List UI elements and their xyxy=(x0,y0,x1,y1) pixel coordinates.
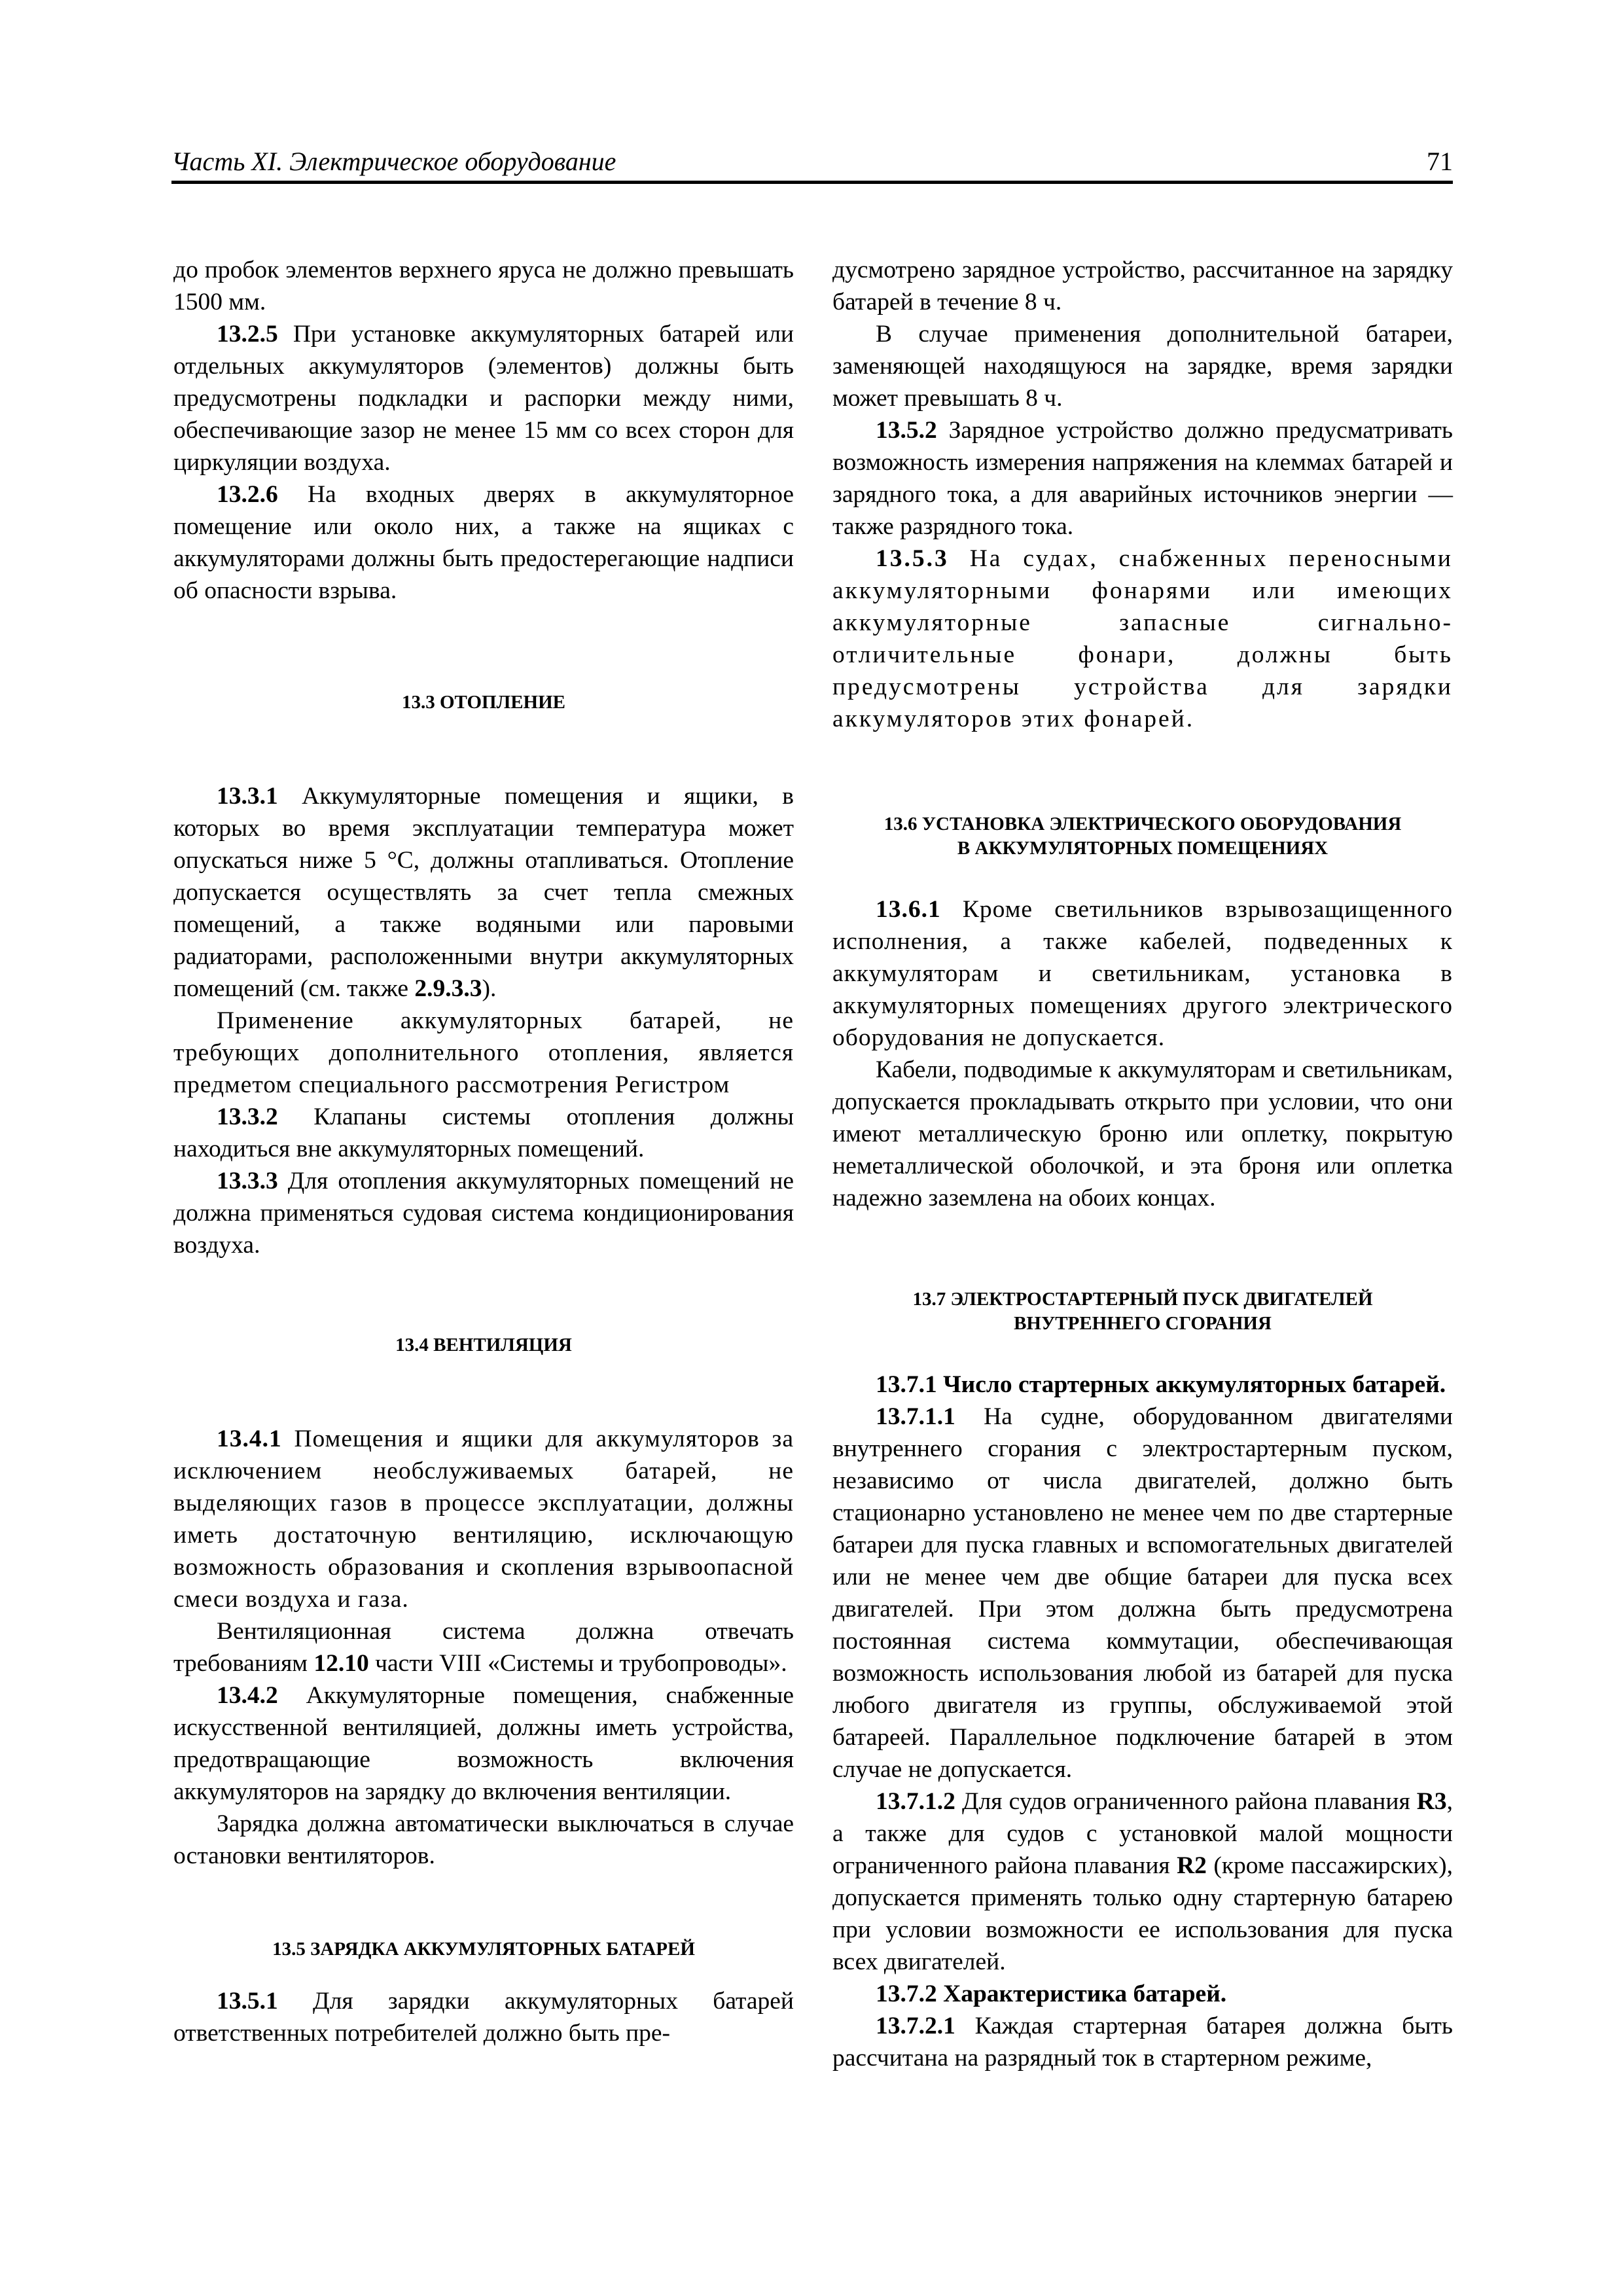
paragraph-text: Кроме светильников взрывозащищенного исполнения, а также кабелей, подведенных к аккумуляторам и светильникам, установка в аккумуляторных помещениях другого электрического оборудования не допускается. xyxy=(832,896,1453,1051)
subsection-title-13-7-2: 13.7.2 Характеристика батарей. xyxy=(876,1981,1227,2007)
paragraph-text: , а также для судов с установкой малой мощности ограниченного района плавания xyxy=(832,1788,1453,1879)
paragraph-13-4-1 xyxy=(173,1423,794,1615)
paragraph-text: Каждая стартерная батарея должна быть рассчитана на разрядный ток в стартерном режиме, xyxy=(832,2013,1453,2072)
section-heading-13-6 xyxy=(832,812,1453,861)
right-column xyxy=(832,254,1453,2074)
paragraph-13-3-1 xyxy=(173,780,794,1005)
heading-line: 13.7 ЭЛЕКТРОСТАРТЕРНЫЙ ПУСК ДВИГАТЕЛЕЙ xyxy=(912,1289,1373,1310)
paragraph xyxy=(173,1615,794,1679)
section-heading-13-4: 13.4 ВЕНТИЛЯЦИЯ xyxy=(395,1335,572,1355)
heading-line: ВНУТРЕННЕГО СГОРАНИЯ xyxy=(1014,1313,1272,1334)
paragraph-text: Зарядное устройство должно предусматривать возможность измерения напряжения на клеммах батарей и зарядного тока, а для аварийных источников энергии — также разрядного тока. xyxy=(832,417,1453,540)
paragraph-text: На судне, оборудованном двигателями внутреннего сгорания с электростартерным пуском, независимо от числа двигателей, должно быть стационарно установлено не менее чем по две стартерные батареи для пуска главных и вспомогательных двигателей или не менее чем две общие батареи для пуска всех двигателей. При этом должна быть предусмотрена постоянная система коммутации, обеспечивающая возможность использования любой из батарей для пуска любого двигателя из группы, обслуживаемой этой батареей. Параллельное подключение батарей в этом случае не допускается. xyxy=(832,1403,1453,1783)
paragraph-text: На входных дверях в аккумуляторное помещение или около них, а также на ящиках с аккумуляторами должны быть предостерегающие надписи об опасности взрыва. xyxy=(173,481,794,604)
paragraph: Зарядка должна автоматически выключаться в случае остановки вентиляторов. xyxy=(173,1810,794,1869)
section-heading-13-7 xyxy=(832,1287,1453,1336)
clause-number: 13.2.6 xyxy=(217,481,278,508)
clause-number: 13.3.1 xyxy=(217,783,278,810)
clause-number: 13.2.5 xyxy=(217,321,278,348)
clause-number: 13.3.2 xyxy=(217,1103,278,1130)
paragraph-13-5-3 xyxy=(832,543,1453,735)
paragraph-text: Клапаны системы отопления должны находиться вне аккумуляторных помещений. xyxy=(173,1103,794,1162)
navigation-area-code: R3 xyxy=(1416,1788,1447,1815)
header-title: Часть XI. Электрическое оборудование xyxy=(171,147,616,176)
clause-number: 13.7.1.1 xyxy=(876,1403,955,1430)
paragraph-13-5-1 xyxy=(173,1985,794,2049)
clause-number: 13.5.3 xyxy=(876,545,949,572)
paragraph: В случае применения дополнительной батареи, заменяющей находящуюся на зарядке, время зарядки может превышать 8 ч. xyxy=(832,321,1453,412)
paragraph-13-2-6 xyxy=(173,478,794,607)
paragraph-text: Для отопления аккумуляторных помещений не должна применяться судовая система кондиционирования воздуха. xyxy=(173,1168,794,1259)
paragraph-13-6-1 xyxy=(832,893,1453,1054)
subsection-title-13-7-1: 13.7.1 Число стартерных аккумуляторных батарей. xyxy=(876,1371,1446,1398)
paragraph-text: части VIII «Системы и трубопроводы». xyxy=(368,1650,787,1677)
clause-number: 13.6.1 xyxy=(876,896,941,923)
clause-number: 13.4.2 xyxy=(217,1682,278,1709)
section-heading-13-3: 13.3 ОТОПЛЕНИЕ xyxy=(401,692,566,713)
running-header xyxy=(171,145,1453,184)
paragraph: дусмотрено зарядное устройство, рассчитанное на зарядку батарей в течение 8 ч. xyxy=(832,257,1453,315)
paragraph-text: Помещения и ящики для аккумуляторов за исключением необслуживаемых батарей, не выделяющих газов в процессе эксплуатации, должны иметь достаточную вентиляцию, исключающую возможность образования и скопления взрывоопасной смеси воздуха и газа. xyxy=(173,1426,794,1613)
paragraph-text: (кроме пассажирских), допускается применять только одну стартерную батарею при условии возможности ее использования для пуска всех двигателей. xyxy=(832,1852,1454,1975)
navigation-area-code: R2 xyxy=(1177,1852,1207,1879)
left-column xyxy=(173,254,794,2049)
paragraph-text: На судах, снабженных переносными аккумуляторными фонарями или имеющих аккумуляторные запасные сигнально-отличительные фонари, должны быть предусмотрены устройства для зарядки аккумуляторов этих фонарей. xyxy=(832,545,1453,732)
clause-number: 13.5.2 xyxy=(876,417,937,444)
cross-reference: 2.9.3.3 xyxy=(414,975,482,1002)
paragraph-text: Вентиляционная система должна отвечать требованиям xyxy=(173,1618,794,1677)
clause-number: 13.4.1 xyxy=(217,1426,282,1452)
paragraph-13-7-1-1 xyxy=(832,1401,1453,1785)
clause-number: 13.3.3 xyxy=(217,1168,278,1194)
paragraph: Кабели, подводимые к аккумуляторам и светильникам, допускается прокладывать открыто при условии, что они имеют металлическую броню или оплетку, покрытую неметаллической оболочкой, и эта броня или оплетка надежно заземлена на обоих концах. xyxy=(832,1056,1453,1211)
paragraph-text: Аккумуляторные помещения и ящики, в которых во время эксплуатации температура может опускаться ниже 5 °С, должны отапливаться. Отопление допускается осуществлять за счет тепла смежных помещений, а также водяными или паровыми радиаторами, расположенными внутри аккумуляторных помещений (см. также xyxy=(173,783,794,1002)
clause-number: 13.5.1 xyxy=(217,1988,278,2015)
cross-reference: 12.10 xyxy=(313,1650,369,1677)
clause-number: 13.7.2.1 xyxy=(876,2013,955,2039)
heading-line: 13.6 УСТАНОВКА ЭЛЕКТРИЧЕСКОГО ОБОРУДОВАНИЯ xyxy=(883,814,1402,834)
heading-line: В АККУМУЛЯТОРНЫХ ПОМЕЩЕНИЯХ xyxy=(957,838,1329,859)
paragraph-13-7-2-1 xyxy=(832,2010,1453,2074)
paragraph-13-4-2 xyxy=(173,1679,794,1808)
section-heading-13-5: 13.5 ЗАРЯДКА АККУМУЛЯТОРНЫХ БАТАРЕЙ xyxy=(272,1939,695,1960)
paragraph-13-3-2 xyxy=(173,1101,794,1165)
paragraph: до пробок элементов верхнего яруса не должно превышать 1500 мм. xyxy=(173,257,794,315)
page-number: 71 xyxy=(1427,147,1453,176)
paragraph-text: Для зарядки аккумуляторных батарей ответственных потребителей должно быть пре- xyxy=(173,1988,794,2047)
paragraph-13-5-2 xyxy=(832,414,1453,543)
clause-number: 13.7.1.2 xyxy=(876,1788,955,1815)
paragraph-text: При установке аккумуляторных батарей или отдельных аккумуляторов (элементов) должны быть предусмотрены подкладки и распорки между ними, обеспечивающие зазор не менее 15 мм со всех сторон для циркуляции воздуха. xyxy=(173,321,794,476)
paragraph-13-7-1-2 xyxy=(832,1785,1453,1978)
paragraph-text: Для судов ограниченного района плавания xyxy=(955,1788,1417,1815)
paragraph-text: Аккумуляторные помещения, снабженные искусственной вентиляцией, должны иметь устройства, предотвращающие возможность включения аккумуляторов на зарядку до включения вентиляции. xyxy=(173,1682,794,1805)
paragraph-13-3-3 xyxy=(173,1165,794,1261)
paragraph-13-2-5 xyxy=(173,318,794,478)
paragraph-text: ). xyxy=(482,975,497,1002)
paragraph: Применение аккумуляторных батарей, не требующих дополнительного отопления, является предметом специального рассмотрения Регистром xyxy=(173,1007,794,1098)
